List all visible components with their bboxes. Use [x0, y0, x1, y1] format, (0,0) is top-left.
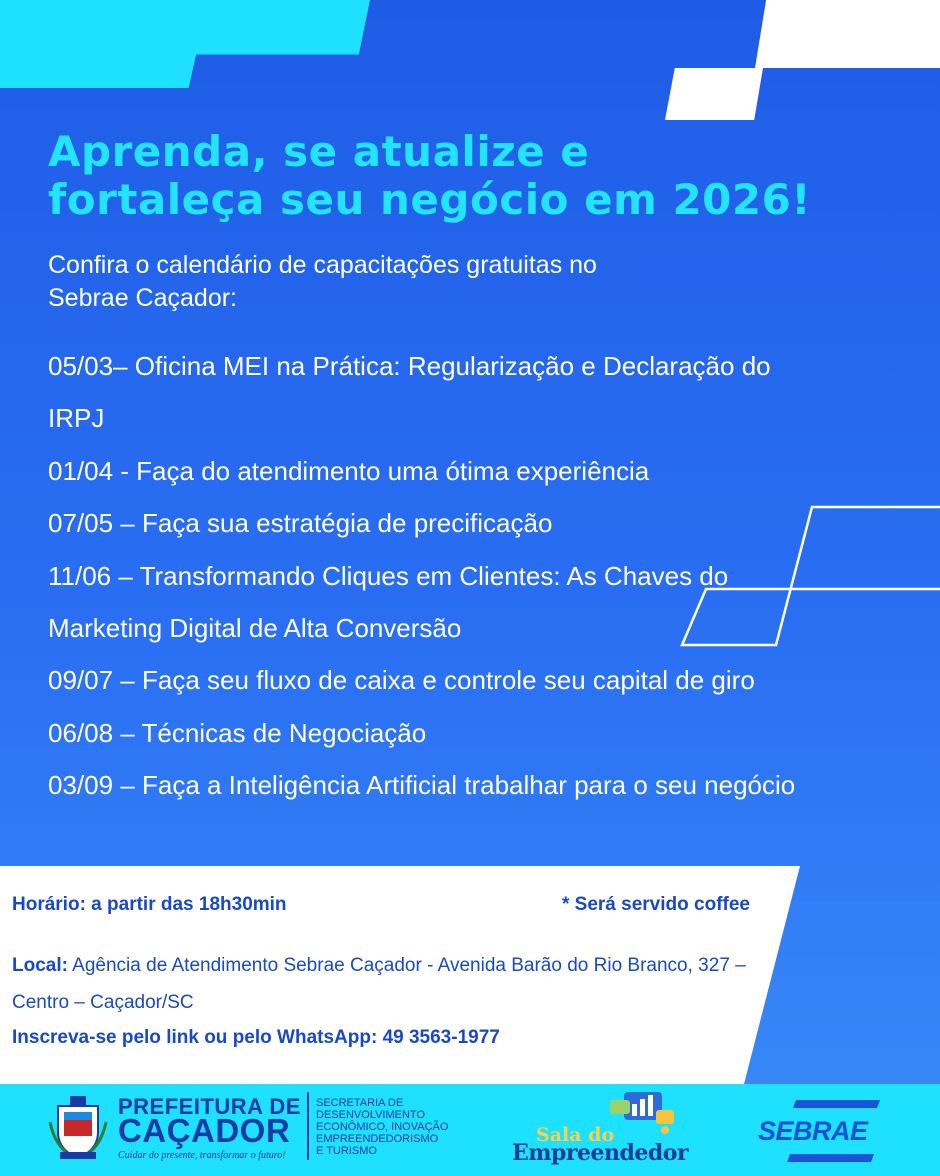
schedule-time: Horário: a partir das 18h30min — [12, 894, 287, 915]
sala-empreendedor-logo-line1: Sala do — [536, 1124, 615, 1146]
schedule-item: 07/05 – Faça sua estratégia de precificação — [48, 508, 553, 539]
decorative-cyan-shape — [0, 0, 370, 88]
schedule-list — [48, 340, 918, 812]
secretaria-text: SECRETARIA DE DESENVOLVIMENTO ECONÔMICO, INOVAÇÃO EMPREENDEDORISMO E TURISMO — [316, 1097, 449, 1157]
location-address: Agência de Atendimento Sebrae Caçador - Avenida Barão do Rio Branco, 327 – Centro – Caçador/SC — [12, 955, 746, 1013]
sala-empreendedor-icon — [608, 1090, 680, 1140]
page-title: Aprenda, se atualize e fortaleça seu negócio em 2026! — [48, 127, 812, 224]
sala-empreendedor-logo-line2: Empreendedor — [512, 1140, 689, 1166]
schedule-item: 06/08 – Técnicas de Negociação — [48, 717, 427, 748]
page-subtitle: Confira o calendário de capacitações gratuitas no Sebrae Caçador: — [48, 251, 597, 312]
decorative-white-shape-small — [665, 68, 763, 120]
prefeitura-logo-line2: CAÇADOR — [118, 1112, 291, 1149]
schedule-item: 05/03– Oficina MEI na Prática: Regularização e Declaração do — [48, 351, 771, 381]
location-label: Local: — [12, 955, 68, 976]
schedule-item: 03/09 – Faça a Inteligência Artificial trabalhar para o seu negócio — [48, 770, 796, 801]
schedule-item: 01/04 - Faça do atendimento uma ótima experiência — [48, 455, 650, 486]
sebrae-logo: SEBRAE — [758, 1116, 868, 1146]
footer-divider — [307, 1092, 309, 1160]
location — [12, 947, 792, 1021]
schedule-item: 09/07 – Faça seu fluxo de caixa e controle seu capital de giro — [48, 665, 755, 696]
prefeitura-logo-line1: PREFEITURA DE — [118, 1094, 301, 1119]
prefeitura-tagline: Cuidar do presente, transformar o futuro! — [118, 1150, 286, 1161]
registration-info: Inscreva-se pelo link ou pelo WhatsApp: 49 3563-1977 — [12, 1027, 500, 1048]
schedule-item: Marketing Digital de Alta Conversão — [48, 613, 462, 644]
city-seal-icon — [48, 1092, 108, 1162]
schedule-item: IRPJ — [48, 403, 105, 434]
decorative-white-shape — [755, 0, 940, 68]
schedule-item: 11/06 – Transformando Cliques em Clientes: As Chaves do — [48, 560, 729, 591]
coffee-note: * Será servido coffee — [562, 894, 750, 915]
